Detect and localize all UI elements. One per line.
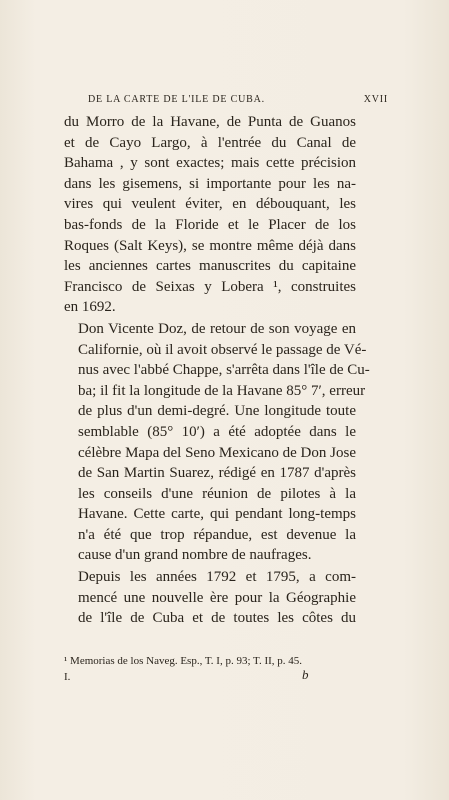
text-line: dans les gisemens, si importante pour les na- (64, 175, 356, 192)
signature-mark: b (302, 667, 309, 682)
text-line: Depuis les années 1792 et 1795, a com- (78, 569, 356, 586)
text-line: vires qui veulent éviter, en débouquant, les (64, 196, 356, 213)
text-line: Havane. Cette carte, qui pendant long-temps (78, 506, 356, 523)
text-line: du Morro de la Havane, de Punta de Guanos (64, 114, 356, 130)
body-text (64, 112, 370, 629)
footnote: ¹ Memorias de los Naveg. Esp., T. I, p. 93; T. II, p. 45. (64, 655, 303, 667)
text-line: Francisco de Seixas y Lobera ¹, construites (64, 278, 356, 295)
text-line: semblable (85° 10′) a été adoptée dans le (78, 423, 356, 440)
running-title: DE LA CARTE DE L'ILE DE CUBA. (88, 94, 265, 105)
text-line: Don Vicente Doz, de retour de son voyage en (78, 320, 356, 337)
footnote-area (64, 654, 356, 683)
text-line: de l'île de Cuba et de toutes les côtes du (78, 610, 356, 627)
signature-number: I. (64, 671, 71, 683)
paragraph-3 (64, 567, 356, 629)
running-header (88, 94, 388, 108)
text-line: de plus d'un demi-degré. Une longitude toute (78, 403, 356, 420)
text-line: Roques (Salt Keys), se montre même déjà dans (64, 237, 356, 254)
page-number: XVII (363, 94, 388, 105)
text-line: n'a été que trop répandue, est devenue la (78, 526, 356, 543)
paragraph-1 (64, 112, 356, 318)
text-line: les conseils d'une réunion de pilotes à la (78, 485, 356, 502)
text-line: en 1692. (64, 299, 116, 316)
text-line: de San Martin Suarez, rédigé en 1787 d'après (78, 465, 356, 482)
text-line: et de Cayo Largo, à l'entrée du Canal de (64, 134, 356, 151)
text-line: ba; il fit la longitude de la Havane 85° 7′, erreur (78, 382, 366, 399)
text-line: célèbre Mapa del Seno Mexicano de Don Jose (78, 444, 356, 461)
text-line: Bahama , y sont exactes; mais cette précision (64, 155, 356, 172)
text-line: mencé une nouvelle ère pour la Géographie (78, 589, 356, 606)
text-line: les anciennes cartes manuscrites du capitaine (64, 258, 356, 275)
text-line: cause d'un grand nombre de naufrages. (78, 547, 312, 564)
text-line: bas-fonds de la Floride et le Placer de los (64, 216, 356, 233)
text-line: Californie, où il avoit observé le passage de Vé- (78, 341, 367, 358)
text-line: nus avec l'abbé Chappe, s'arrêta dans l'île de Cu- (78, 362, 370, 379)
paragraph-2 (64, 319, 370, 566)
